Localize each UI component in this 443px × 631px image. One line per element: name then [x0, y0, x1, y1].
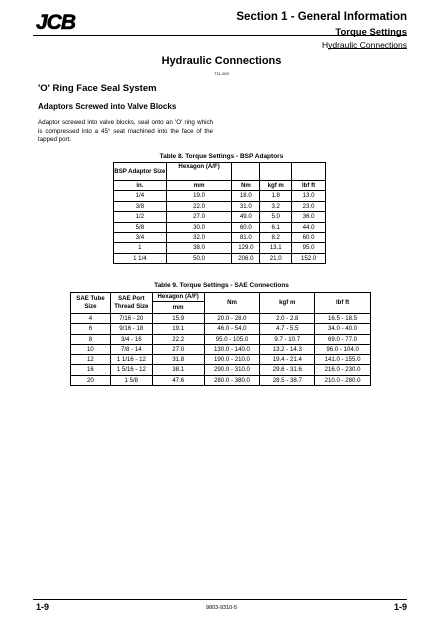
table-row: [71, 375, 371, 385]
table-cell: 152.0: [292, 253, 326, 263]
table-cell: 6.1: [260, 222, 292, 232]
svg-text:JCB: JCB: [36, 11, 76, 34]
table-cell: 3.2: [260, 201, 292, 211]
table-cell: 206.0: [232, 253, 260, 263]
table-row: [71, 365, 371, 375]
table-cell: 8.2: [260, 233, 292, 243]
topic-title: Hydraulic Connections: [321, 40, 407, 50]
table-cell: 3/8: [114, 201, 167, 211]
table-cell: 1.8: [260, 191, 292, 201]
table-cell: 280.0 - 380.0: [204, 375, 260, 385]
table-row: [71, 355, 371, 365]
table-row: [114, 201, 326, 211]
table-cell: 29.6 - 31.6: [260, 365, 315, 375]
table8-caption: Table 8. Torque Settings - BSP Adaptors: [159, 153, 284, 160]
table9-header-cell: Hexagon (A/F): [152, 293, 204, 302]
table-row: [114, 222, 326, 232]
table9-header-cell: SAE Tube Size: [71, 293, 111, 314]
table9-header-cell: Nm: [204, 293, 260, 314]
subsection-title: Torque Settings: [335, 27, 407, 38]
table-row: [71, 324, 371, 334]
table-cell: 12: [71, 355, 111, 365]
adaptors-paragraph: Adaptor screwed into valve blocks, seal onto an 'O' ring which is compressed into a 45° seat machined into the face of the tapped port.: [38, 119, 213, 143]
table-cell: 1/4: [114, 191, 167, 201]
table-row: [71, 334, 371, 344]
table9-header-cell: kgf m: [260, 293, 315, 314]
doc-reference: T11-003: [214, 71, 229, 76]
table-cell: 44.0: [292, 222, 326, 232]
subheader-divider: [328, 48, 407, 49]
header-divider: [33, 35, 407, 36]
table8-unit-cell: lbf ft: [292, 181, 326, 191]
table-cell: 8: [71, 334, 111, 344]
table-cell: 5/8: [114, 222, 167, 232]
table-cell: 27.0: [152, 344, 204, 354]
table-cell: 20.0 - 28.0: [204, 314, 260, 324]
table8-header-cell: [232, 163, 260, 181]
page-header: [236, 11, 407, 51]
table-cell: 34.0 - 40.0: [315, 324, 371, 334]
table-cell: 38.0: [166, 243, 232, 253]
table-cell: 10: [71, 344, 111, 354]
table-row: [71, 314, 371, 324]
table-cell: 16: [71, 365, 111, 375]
table-cell: 130.0 - 140.0: [204, 344, 260, 354]
table8-header-cell: BSP Adaptor Size: [114, 163, 167, 181]
table-cell: 49.0: [232, 212, 260, 222]
table-cell: 31.0: [232, 201, 260, 211]
table-cell: 141.0 - 155.0: [315, 355, 371, 365]
table-cell: 210.0 - 280.0: [315, 375, 371, 385]
table-cell: 20: [71, 375, 111, 385]
table-row: [114, 253, 326, 263]
table-row: [114, 233, 326, 243]
table-row: [114, 212, 326, 222]
table-cell: 7/8 - 14: [110, 344, 152, 354]
table8-header-row: [114, 163, 326, 181]
table-row: [114, 191, 326, 201]
table-cell: 4.7 - 5.5: [260, 324, 315, 334]
table-cell: 28.5 - 38.7: [260, 375, 315, 385]
table-cell: 21.0: [260, 253, 292, 263]
table-cell: 19.4 - 21.4: [260, 355, 315, 365]
table8-unit-cell: mm: [166, 181, 232, 191]
table8-header-cell: [292, 163, 326, 181]
table-cell: 6: [71, 324, 111, 334]
table8-header-cell: [260, 163, 292, 181]
table-cell: 1 1/4: [114, 253, 167, 263]
table-cell: 22.2: [152, 334, 204, 344]
table-cell: 1/2: [114, 212, 167, 222]
table-cell: 36.0: [292, 212, 326, 222]
table9-header-cell: SAE Port Thread Size: [110, 293, 152, 314]
table-cell: 23.0: [292, 201, 326, 211]
table-cell: 38.1: [152, 365, 204, 375]
table-cell: 13.1: [260, 243, 292, 253]
section-title: Section 1 - General Information: [236, 11, 407, 23]
table8-unit-cell: kgf m: [260, 181, 292, 191]
table-row: [71, 344, 371, 354]
table-cell: 32.0: [166, 233, 232, 243]
table-cell: 15.9: [152, 314, 204, 324]
table9-caption: Table 9. Torque Settings - SAE Connections: [154, 282, 289, 289]
table-cell: 7/16 - 20: [110, 314, 152, 324]
table-cell: 5.0: [260, 212, 292, 222]
table9-header-row: [71, 293, 371, 302]
table-cell: 18.0: [232, 191, 260, 201]
table9-unit-cell: mm: [152, 302, 204, 314]
table-cell: 1: [114, 243, 167, 253]
table8-unit-cell: in.: [114, 181, 167, 191]
table9-header-cell: lbf ft: [315, 293, 371, 314]
page-number-left: 1-9: [36, 602, 50, 612]
table-cell: 190.0 - 210.0: [204, 355, 260, 365]
bsp-torque-table: [113, 162, 326, 264]
table-cell: 27.0: [166, 212, 232, 222]
table-cell: 69.0 - 77.0: [315, 334, 371, 344]
table-cell: 9/16 - 18: [110, 324, 152, 334]
table-cell: 1 5/16 - 12: [110, 365, 152, 375]
table-cell: 13.0: [292, 191, 326, 201]
table-cell: 96.0 - 104.0: [315, 344, 371, 354]
jcb-logo: [33, 8, 83, 34]
table-cell: 3/4 - 16: [110, 334, 152, 344]
table-cell: 2.0 - 2.8: [260, 314, 315, 324]
table-cell: 1 1/16 - 12: [110, 355, 152, 365]
sae-torque-table: [70, 292, 371, 386]
table8-units-row: [114, 181, 326, 191]
table-cell: 16.5 - 18.5: [315, 314, 371, 324]
table-cell: 31.8: [152, 355, 204, 365]
table-cell: 1 5/8: [110, 375, 152, 385]
table8-unit-cell: Nm: [232, 181, 260, 191]
table-cell: 9.7 - 10.7: [260, 334, 315, 344]
table-cell: 4: [71, 314, 111, 324]
table-row: [114, 243, 326, 253]
table-cell: 19.0: [166, 191, 232, 201]
table-cell: 60.0: [232, 222, 260, 232]
adaptors-heading: Adaptors Screwed into Valve Blocks: [38, 102, 177, 111]
table-cell: 81.0: [232, 233, 260, 243]
table-cell: 290.0 - 310.0: [204, 365, 260, 375]
table-cell: 216.0 - 230.0: [315, 365, 371, 375]
footer-divider: [33, 599, 407, 600]
table-cell: 30.0: [166, 222, 232, 232]
table-cell: 47.6: [152, 375, 204, 385]
page-title: Hydraulic Connections: [161, 55, 282, 67]
table-cell: 95.0 - 105.0: [204, 334, 260, 344]
table-cell: 60.0: [292, 233, 326, 243]
table8-header-cell: Hexagon (A/F): [166, 163, 232, 181]
seal-system-heading: 'O' Ring Face Seal System: [38, 83, 157, 94]
table-cell: 46.0 - 54.0: [204, 324, 260, 334]
table-cell: 95.0: [292, 243, 326, 253]
table-cell: 3/4: [114, 233, 167, 243]
page-number-right: 1-9: [393, 602, 407, 612]
table-cell: 50.0: [166, 253, 232, 263]
table-cell: 19.1: [152, 324, 204, 334]
table-cell: 129.0: [232, 243, 260, 253]
table-cell: 22.0: [166, 201, 232, 211]
document-number: 9803-9310-5: [205, 605, 238, 611]
table-cell: 13.2 - 14.3: [260, 344, 315, 354]
